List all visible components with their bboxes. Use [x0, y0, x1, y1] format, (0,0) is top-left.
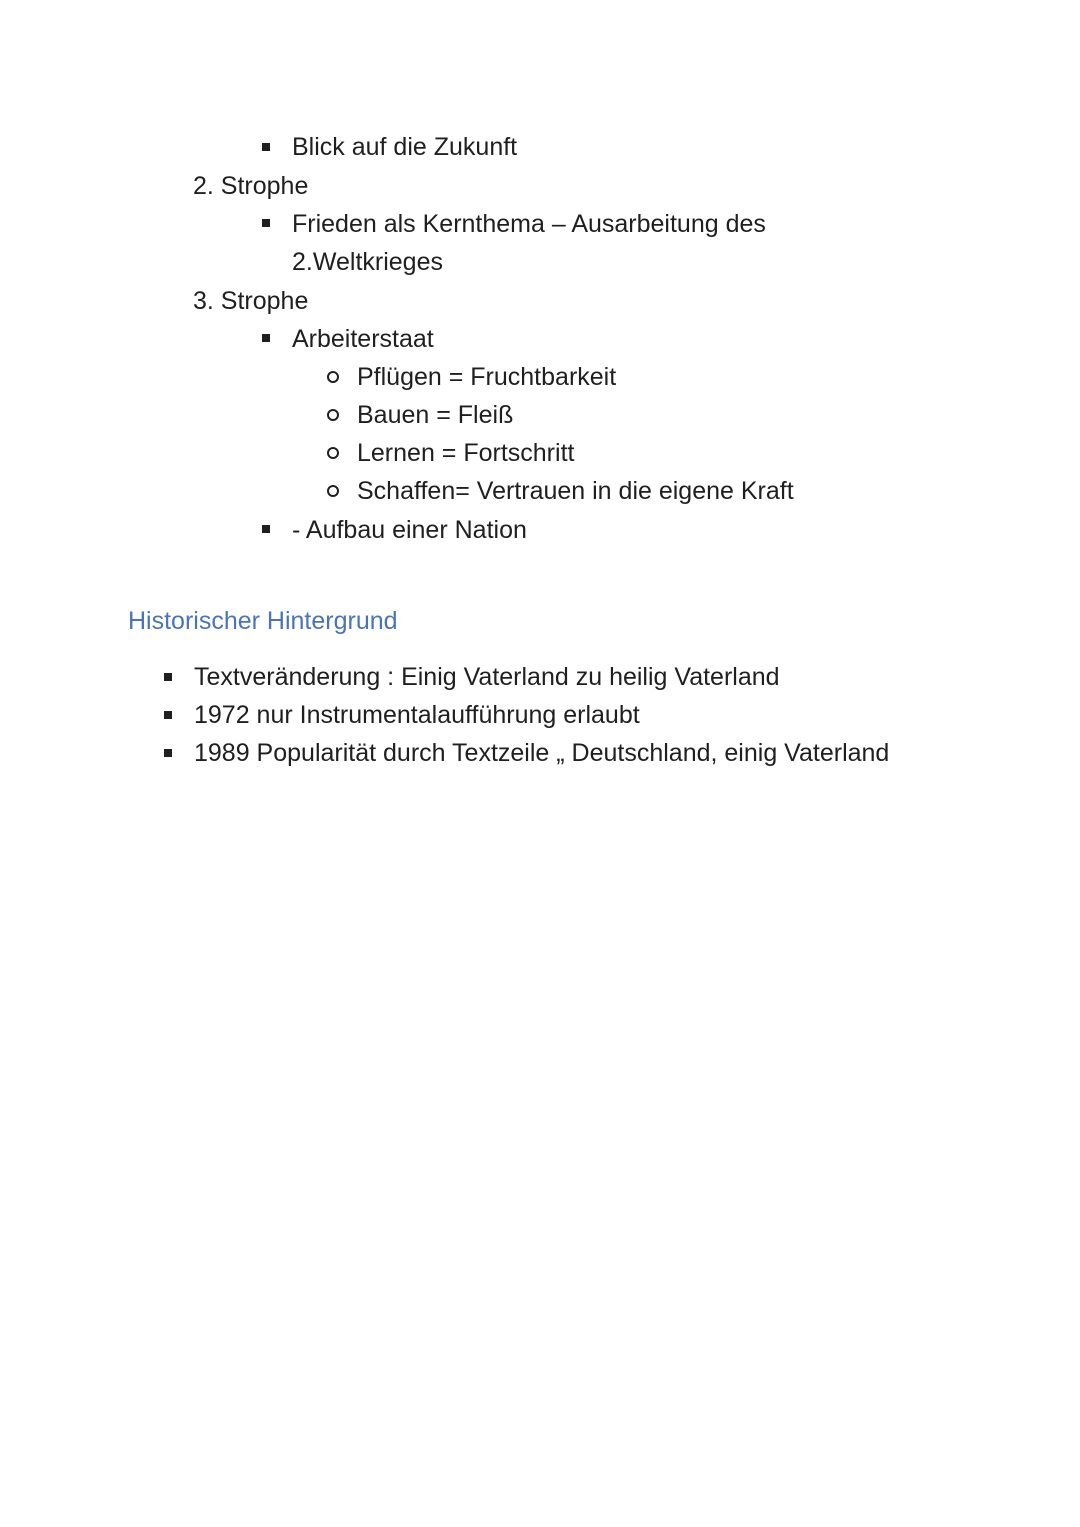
- historical-bullet-item: 1989 Popularität durch Textzeile „ Deutschland, einig Vaterland: [194, 739, 890, 767]
- bullet-item-frieden-line2: 2.Weltkrieges: [292, 248, 443, 276]
- circle-bullet-icon: [327, 371, 339, 383]
- strophe-3-label: 3. Strophe: [193, 287, 309, 315]
- historical-bullet-item: 1972 nur Instrumentalaufführung erlaubt: [194, 701, 640, 729]
- sub-bullet-item: Lernen = Fortschritt: [357, 439, 575, 467]
- historical-bullet-item: Textveränderung : Einig Vaterland zu heilig Vaterland: [194, 663, 780, 691]
- strophe-2-label: 2. Strophe: [193, 172, 309, 200]
- square-bullet-icon: [262, 143, 270, 151]
- sub-bullet-item: Pflügen = Fruchtbarkeit: [357, 363, 617, 391]
- square-bullet-icon: [262, 525, 270, 533]
- bullet-item-aufbau: - Aufbau einer Nation: [292, 516, 527, 544]
- square-bullet-icon: [164, 673, 172, 681]
- sub-bullet-item: Schaffen= Vertrauen in die eigene Kraft: [357, 477, 794, 505]
- bullet-item-blick: Blick auf die Zukunft: [292, 133, 518, 161]
- circle-bullet-icon: [327, 485, 339, 497]
- section-heading-historischer-hintergrund: Historischer Hintergrund: [128, 607, 398, 635]
- circle-bullet-icon: [327, 447, 339, 459]
- square-bullet-icon: [262, 334, 270, 342]
- bullet-item-frieden-line1: Frieden als Kernthema – Ausarbeitung des: [292, 210, 766, 238]
- bullet-item-arbeiterstaat: Arbeiterstaat: [292, 325, 434, 353]
- sub-bullet-item: Bauen = Fleiß: [357, 401, 514, 429]
- circle-bullet-icon: [327, 409, 339, 421]
- square-bullet-icon: [164, 749, 172, 757]
- square-bullet-icon: [262, 219, 270, 227]
- square-bullet-icon: [164, 711, 172, 719]
